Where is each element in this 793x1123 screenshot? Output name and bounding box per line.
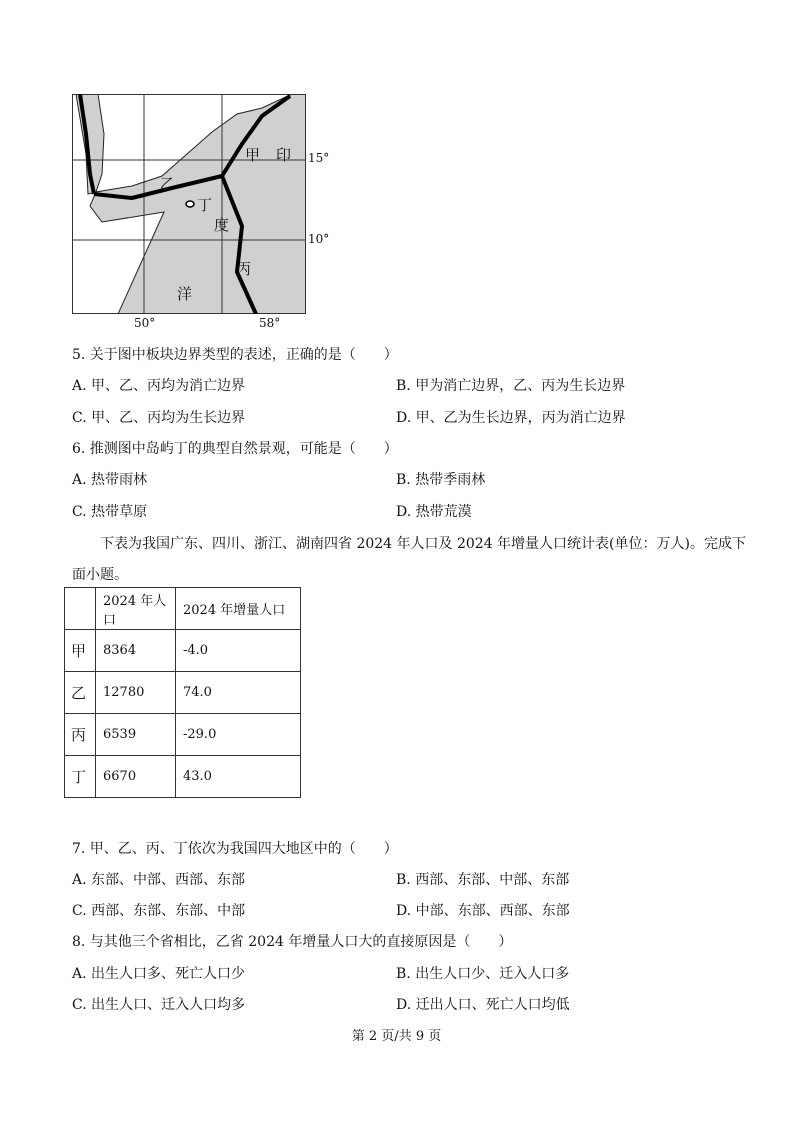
q6-option-c: C. 热带草原	[72, 504, 148, 520]
q5-option-b: B. 甲为消亡边界，乙、丙为生长边界	[396, 378, 626, 394]
island-ding	[186, 201, 194, 207]
q5-option-a: A. 甲、乙、丙均为消亡边界	[72, 378, 246, 394]
table-row-label: 丙	[65, 714, 96, 756]
q8-option-d: D. 迁出人口、死亡人口均低	[396, 997, 570, 1013]
table-row	[65, 630, 301, 672]
table-row	[65, 672, 301, 714]
map-label-yi: 乙	[160, 175, 176, 193]
map-label-bing: 丙	[236, 260, 252, 278]
q6-option-b: B. 热带季雨林	[396, 472, 486, 488]
q7-option-d: D. 中部、东部、西部、东部	[396, 903, 570, 919]
q5-stem: 5. 关于图中板块边界类型的表述，正确的是（ ）	[72, 347, 398, 363]
q8-option-c: C. 出生人口、迁入人口均多	[72, 997, 246, 1013]
q7-option-b: B. 西部、东部、中部、东部	[396, 872, 570, 888]
q5-option-c: C. 甲、乙、丙均为生长边界	[72, 410, 246, 426]
table-header-increase: 2024 年增量人口	[176, 588, 301, 630]
page-footer: 第 2 页/共 9 页	[351, 1029, 442, 1044]
q6-option-a: A. 热带雨林	[72, 472, 148, 488]
q7-option-a: A. 东部、中部、西部、东部	[72, 872, 246, 888]
table-cell-population: 8364	[96, 630, 176, 672]
table-header-row	[65, 588, 301, 630]
table-header-corner	[65, 588, 96, 630]
lon-label-50: 50°	[134, 316, 156, 330]
map-label-yin: 印	[276, 146, 292, 164]
map-label-yang: 洋	[177, 285, 193, 303]
lat-label-15: 15°	[308, 151, 330, 165]
q6-stem: 6. 推测图中岛屿丁的典型自然景观，可能是（ ）	[72, 441, 398, 457]
map-label-jia: 甲	[245, 146, 261, 164]
population-table	[64, 587, 301, 798]
table-row-label: 乙	[65, 672, 96, 714]
table-cell-increase: 43.0	[176, 756, 301, 798]
table-row-label: 甲	[65, 630, 96, 672]
table-row	[65, 756, 301, 798]
lat-label-10: 10°	[308, 232, 330, 246]
map-drawing	[72, 94, 306, 314]
q7-option-c: C. 西部、东部、东部、中部	[72, 903, 246, 919]
intro-line-2: 面小题。	[72, 567, 128, 583]
table-row-label: 丁	[65, 756, 96, 798]
table-row	[65, 714, 301, 756]
map-label-ding: 丁	[197, 196, 213, 214]
intro-line-1: 下表为我国广东、四川、浙江、湖南四省 2024 年人口及 2024 年增量人口统计表(单位：万人)。完成下	[100, 536, 746, 552]
map-label-du: 度	[214, 216, 230, 234]
table-cell-increase: -29.0	[176, 714, 301, 756]
q5-option-d: D. 甲、乙为生长边界，丙为消亡边界	[396, 410, 626, 426]
q7-stem: 7. 甲、乙、丙、丁依次为我国四大地区中的（ ）	[72, 841, 398, 857]
table-cell-population: 6670	[96, 756, 176, 798]
table-cell-population: 12780	[96, 672, 176, 714]
table-cell-increase: -4.0	[176, 630, 301, 672]
q8-stem: 8. 与其他三个省相比，乙省 2024 年增量人口大的直接原因是（ ）	[72, 934, 513, 950]
table-cell-population: 6539	[96, 714, 176, 756]
lon-label-58: 58°	[259, 316, 281, 330]
table-cell-increase: 74.0	[176, 672, 301, 714]
q8-option-a: A. 出生人口多、死亡人口少	[72, 966, 246, 982]
table-header-population: 2024 年人口	[96, 588, 176, 630]
q8-option-b: B. 出生人口少、迁入人口多	[396, 966, 570, 982]
q6-option-d: D. 热带荒漠	[396, 504, 472, 520]
